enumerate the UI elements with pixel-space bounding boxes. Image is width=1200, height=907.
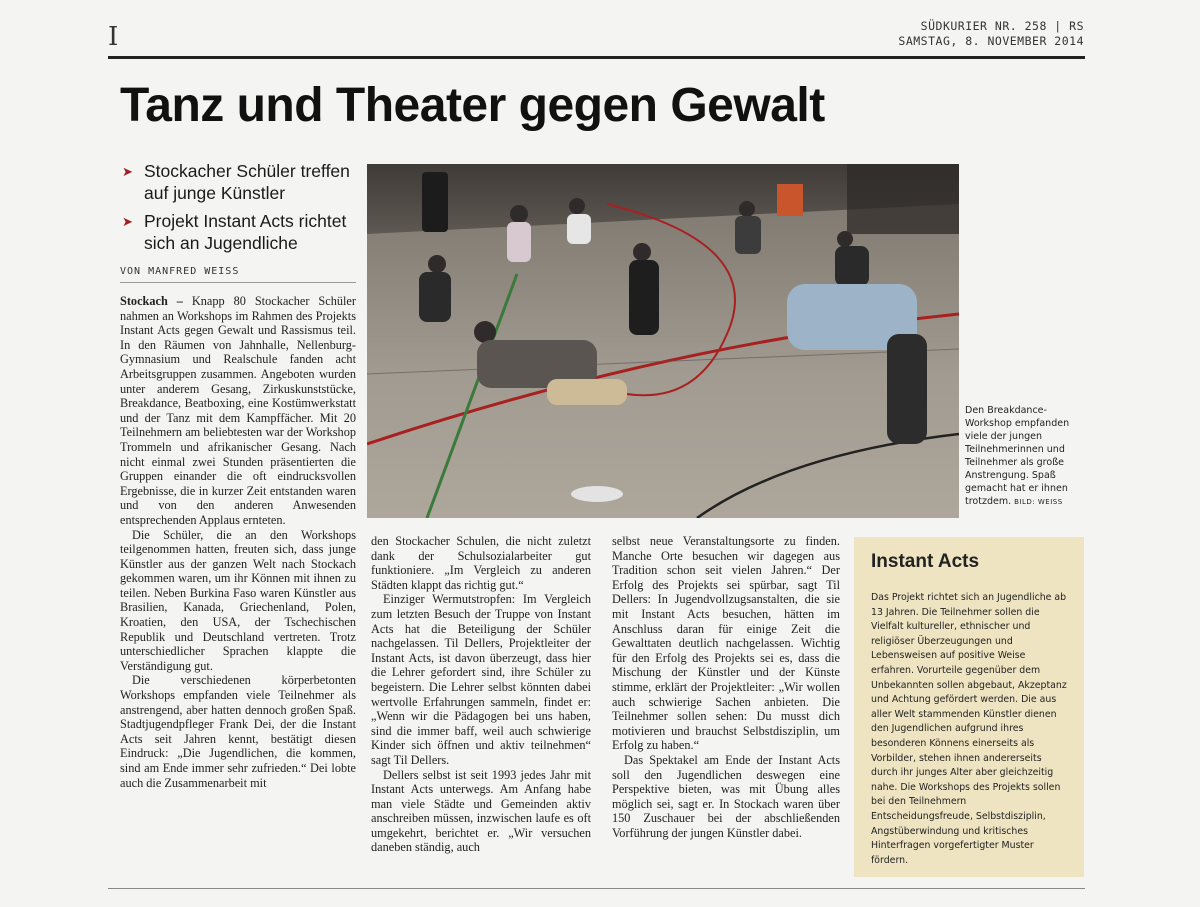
byline-rule <box>120 282 356 283</box>
section-marker: I <box>108 22 119 52</box>
article-column-3 <box>612 534 840 840</box>
photo-credit: BILD: WEISS <box>1014 498 1063 506</box>
paragraph: den Stockacher Schulen, die nicht zuletzt dank der Schulsozialarbeiter gut funktioniere. „Im Vergleich zu anderen Städten klappt das richtig gut.“ <box>371 534 591 592</box>
paragraph: Einziger Wermutstropfen: Im Vergleich zum letzten Besuch der Truppe von Instant Acts hat die Beteiligung der Schüler nachgelassen. Til Dellers, Projektleiter der Instant Acts, ist davon überzeugt, dass hier die Lehrer gefordert sind, ihre Schüler zu begeistern. Die Lehrer selbst könnten dabei wertvolle Erfahrungen sammeln, findet er: „Wenn wir die Pädagogen bei uns haben, sind die immer baff, weil auch schwierige Kinder sich öffnen und aktiv teilnehmen“ sagt Til Dellers. <box>371 592 591 767</box>
issue-date: SAMSTAG, 8. NOVEMBER 2014 <box>898 34 1084 48</box>
top-rule <box>108 56 1085 59</box>
paragraph: Die verschiedenen körperbetonten Workshops empfanden viele Teilnehmer als anstrengend, aber hatten dennoch großen Spaß. Stadtjugendpfleger Frank Dei, der die Instant Acts seit Jahren kennt, bestätigt diesen Eindruck: „Die Jugendlichen, die kommen, sind am Ende immer sehr zufrieden.“ Dei lobte auch die Zusammenarbeit mit <box>120 673 356 790</box>
gym-floor-illustration <box>367 164 959 518</box>
caption-text: Den Breakdance-Workshop empfanden viele der jungen Teilnehmerinnen und Teilnehmer als große Anstrengung. Spaß gemacht hat er ihnen trotzdem. <box>965 405 1070 507</box>
paragraph: Dellers selbst ist seit 1993 jedes Jahr mit Instant Acts unterwegs. Am Anfang habe man viele Städte und Gemeinden aktiv anschreiben müssen, inzwischen laufe es oft umgekehrt, berichtet er. „Wir versuchen daneben ständig, auch <box>371 767 591 855</box>
photo-caption <box>965 404 1085 509</box>
bottom-rule <box>108 888 1085 889</box>
info-box-text: Das Projekt richtet sich an Jugendliche ab 13 Jahren. Die Teilnehmer sollen die Vielfalt kultureller, ethnischer und religiöser Überzeugungen und Lebensweisen auf positive Weise erfahren. Vorurteile gegenüber dem Unbekannten sollen abgebaut, Akzeptanz und Achtung gefördert werden. Die aus aller Welt stammenden Künstler dienen den Jugendlichen aufgrund ihres besonderen Könnens einerseits als Vorbilder, stehen ihnen andererseits durch ihr junges Alter aber gleichzeitig nahe. Die Workshops des Projekts sollen bei den Teilnehmern Entscheidungsfreude, Selbstdisziplin, Angstüberwindung und kritisches Hinterfragen vorgefertigter Muster fördern. <box>871 592 1067 866</box>
subhead-text: Stockacher Schüler treffen auf junge Künstler <box>144 161 350 203</box>
subheads <box>120 160 360 260</box>
paragraph-text: Knapp 80 Stockacher Schüler nahmen an Workshops im Rahmen des Projekts Instant Acts gegen Gewalt und Rassismus teil. In den Räumen von Jahnhalle, Nellenburg-Gymnasium und Realschule fanden acht Arbeitsgruppen zusammen. Angeboten wurden unter anderem Gesang, Zirkuskunststücke, Breakdance, Beatboxing, eine Kostümwerkstatt und der Tanz mit dem Kampffächer. Mit 20 Teilnehmern am beliebtesten war der Workshop Trommeln und afrikanischer Gesang. Nach nicht einmal zwei Stunden präsentierten die Gruppen einander die oft eindrucksvollen Ergebnisse, die in kurzer Zeit entstanden waren und von den anderen Anwesenden entsprechenden Applaus ernteten. <box>120 294 356 527</box>
subhead-text: Projekt Instant Acts richtet sich an Jugendliche <box>144 211 347 253</box>
paragraph: selbst neue Veranstaltungsorte zu finden. Manche Orte besuchen wir dagegen aus Tradition schon seit vielen Jahren.“ Der Erfolg des Projekts sei spürbar, sagt Til Dellers: In Jugendvollzugsanstalten, die sie mit Instant Acts besuchen, hätten im Anschluss daran für einige Zeit die Gewalttaten deutlich nachgelassen. Wichtig für den Erfolg des Projekts sei es, dass die Mischung der Künstler und der Künste stimme, erklärt der Projektleiter: „Wir wollen auch schwierige Sachen anbieten. Die Teilnehmer sollen sehen: Du musst dich motivieren und brauchst Selbstdisziplin, um Erfolg zu haben.“ <box>612 534 840 753</box>
arrow-icon: ➤ <box>122 214 133 229</box>
info-box-title: Instant Acts <box>871 551 980 572</box>
subhead-2 <box>120 210 360 254</box>
author-byline: VON MANFRED WEISS <box>120 266 240 277</box>
dateline: Stockach – <box>120 294 183 308</box>
paragraph <box>120 294 356 528</box>
paragraph: Die Schüler, die an den Workshops teilgenommen hatten, freuten sich, dass junge Künstler aus der ganzen Welt nach Stockach gekommen waren, um ihr Können mit ihnen zu teilen. Neben Burkina Faso waren Künstler aus Brasilien, Kanada, Griechenland, Polen, Kroatien, den USA, der Tschechischen Republik und Deutschland vertreten. Trotz unterschiedlicher Sprachen klappte die Verständigung gut. <box>120 527 356 673</box>
publication-line: SÜDKURIER NR. 258 | RS <box>920 19 1084 33</box>
breakdance-photo <box>367 164 959 518</box>
article-column-1 <box>120 294 356 790</box>
article-column-2 <box>371 534 591 855</box>
info-box <box>854 537 1084 877</box>
arrow-icon: ➤ <box>122 164 133 179</box>
subhead-1 <box>120 160 360 204</box>
paragraph: Das Spektakel am Ende der Instant Acts soll den Jugendlichen deswegen eine Perspektive bieten, was mit Übung alles möglich sei, sagt er. In Stockach waren über 150 Zuschauer bei der abschließenden Vorführung der jungen Künstler dabei. <box>612 752 840 840</box>
masthead <box>898 19 1084 49</box>
headline: Tanz und Theater gegen Gewalt <box>120 79 825 132</box>
